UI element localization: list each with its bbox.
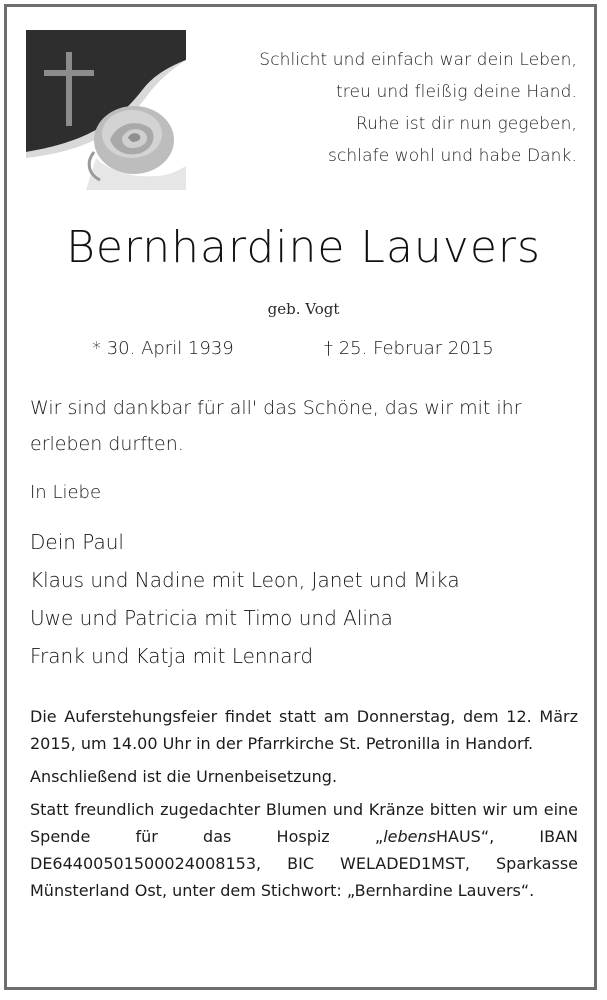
maiden-name: geb. Vogt: [267, 300, 340, 318]
deceased-name: Bernhardine Lauvers: [66, 222, 541, 273]
death-date: † 25. Februar 2015: [324, 338, 494, 359]
poem: [197, 44, 577, 172]
poem-line: treu und fleißig deine Hand.: [336, 82, 577, 102]
ceremony-notice: Die Auferstehungsfeier findet statt am Donnerstag, dem 12. März 2015, um 14.00 Uhr in der Pfarrkirche St. Petronilla in Handorf.: [30, 707, 578, 753]
notices: [30, 703, 578, 910]
family-member: Uwe und Patricia mit Timo und Alina: [30, 606, 393, 630]
poem-line: Schlicht und einfach war dein Leben,: [259, 50, 577, 70]
family-member: Klaus und Nadine mit Leon, Janet und Mika: [30, 568, 460, 592]
poem-line: schlafe wohl und habe Dank.: [328, 146, 577, 166]
family-list: [30, 523, 585, 675]
poem-line: Ruhe ist dir nun gegeben,: [356, 114, 577, 134]
donation-notice: [30, 796, 578, 904]
in-love-label: In Liebe: [30, 482, 102, 503]
burial-notice: Anschließend ist die Urnenbeisetzung.: [30, 767, 338, 786]
donation-text: Statt freundlich zugedachter Blumen und Kränze bitten wir um eine Spende für das Hospiz „: [30, 800, 578, 846]
family-member: Frank und Katja mit Lennard: [30, 644, 314, 668]
hospice-name-italic: lebens: [383, 827, 436, 846]
gratitude-text: Wir sind dankbar für all' das Schöne, das wir mit ihr erleben durften.: [30, 397, 522, 455]
family-member: Dein Paul: [30, 530, 124, 554]
birth-date: * 30. April 1939: [92, 338, 234, 359]
donation-details: HAUS“, IBAN DE64400501500024008153, BIC WELADED1MST, Sparkasse Münsterland Ost, unter dem Stichwort: „Bernhardine Lauvers“.: [30, 827, 578, 900]
cross-and-rose-icon: [26, 30, 186, 190]
